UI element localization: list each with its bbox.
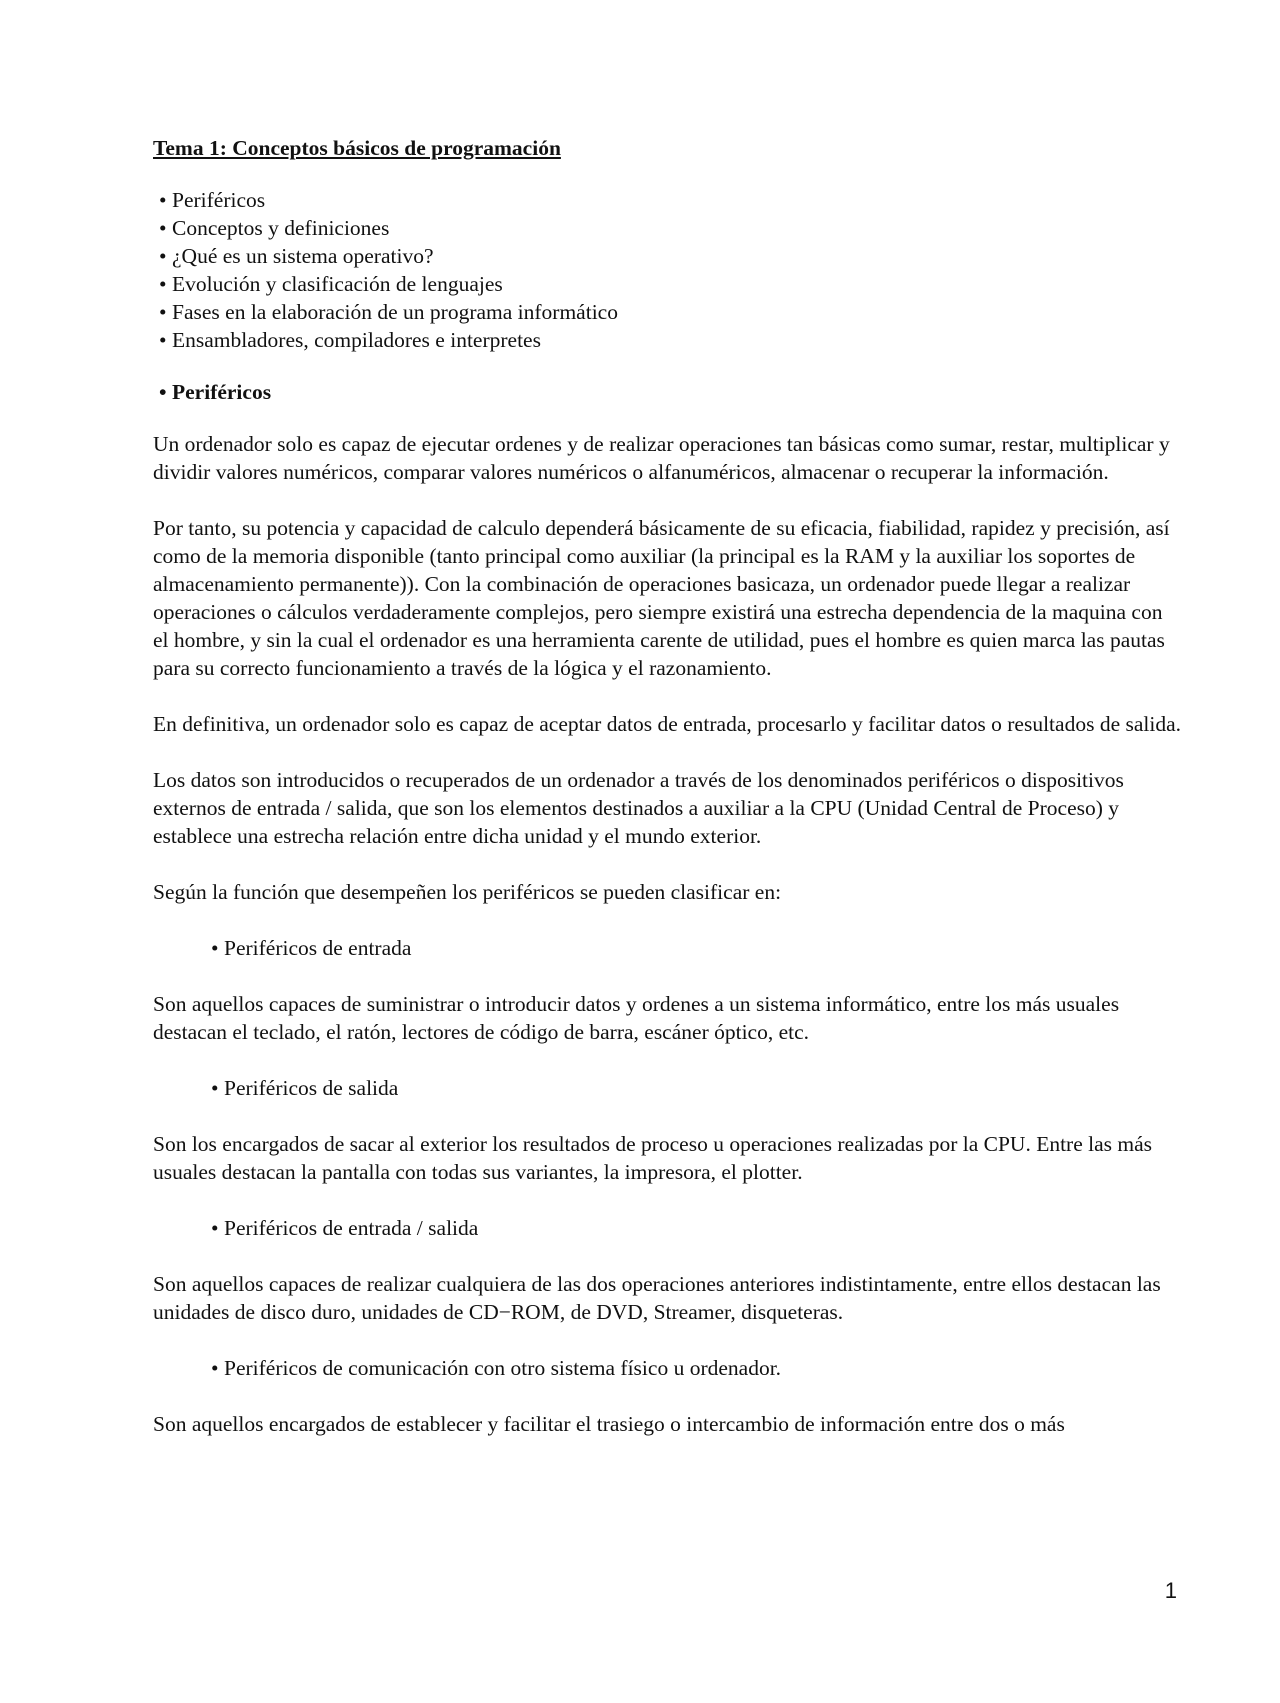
bullet-icon: •	[159, 328, 167, 352]
paragraph: En definitiva, un ordenador solo es capaz de aceptar datos de entrada, procesarlo y facilitar datos o resultados de salida.	[153, 712, 1182, 736]
sub-item-paragraph: Son aquellos capaces de realizar cualquiera de las dos operaciones anteriores indistintamente, entre ellos destacan las unidades de disco duro, unidades de CD−ROM, de DVD, Streamer, disqueteras.	[153, 1272, 1161, 1324]
paragraph: Por tanto, su potencia y capacidad de calculo dependerá básicamente de su eficacia, fiabilidad, rapidez y precisión, así como de la memoria disponible (tanto principal como auxiliar (la principal es la RAM y la auxiliar los soportes de almacenamiento permanente)). Con la combinación de operaciones basicaza, un ordenador puede llegar a realizar operaciones o cálculos verdaderamente complejos, pero siempre existirá una estrecha dependencia de la maquina con el hombre, y sin la cual el ordenador es una herramienta carente de utilidad, pues el hombre es quien marca las pautas para su correcto funcionamiento a través de la lógica y el razonamiento.	[153, 516, 1170, 680]
paragraph: Los datos son introducidos o recuperados de un ordenador a través de los denominados periféricos o dispositivos externos de entrada / salida, que son los elementos destinados a auxiliar a la CPU (Unidad Central de Proceso) y establece una estrecha relación entre dicha unidad y el mundo exterior.	[153, 768, 1124, 848]
sub-item-label: Periféricos de entrada	[224, 936, 412, 960]
sub-item-paragraph: Son aquellos capaces de suministrar o introducir datos y ordenes a un sistema informático, entre los más usuales destacan el teclado, el ratón, lectores de código de barra, escáner óptico, etc.	[153, 992, 1120, 1044]
toc-item	[159, 242, 1183, 270]
bullet-icon: •	[159, 188, 167, 212]
bullet-icon: •	[159, 272, 167, 296]
page-number: 1	[1164, 1578, 1177, 1603]
toc-item-label: Evolución y clasificación de lenguajes	[172, 272, 503, 296]
bullet-icon: •	[159, 244, 167, 268]
bullet-icon: •	[159, 380, 167, 404]
bullet-icon: •	[159, 300, 167, 324]
sub-item-heading	[153, 934, 1183, 962]
toc-item-label: Ensambladores, compiladores e interpretes	[172, 328, 541, 352]
table-of-contents	[153, 186, 1183, 354]
sub-item-heading	[153, 1354, 1183, 1382]
toc-item	[159, 186, 1183, 214]
sub-item-paragraph: Son los encargados de sacar al exterior los resultados de proceso u operaciones realizadas por la CPU. Entre las más usuales destacan la pantalla con todas sus variantes, la impresora, el plotter.	[153, 1132, 1153, 1184]
toc-item	[159, 298, 1183, 326]
page-title: Tema 1: Conceptos básicos de programación	[153, 136, 561, 160]
paragraph: Un ordenador solo es capaz de ejecutar ordenes y de realizar operaciones tan básicas como sumar, restar, multiplicar y dividir valores numéricos, comparar valores numéricos o alfanuméricos, almacenar o recuperar la información.	[153, 432, 1170, 484]
page-content	[153, 134, 1183, 1438]
toc-item-label: Conceptos y definiciones	[172, 216, 390, 240]
toc-item-label: Fases en la elaboración de un programa informático	[172, 300, 618, 324]
paragraph: Según la función que desempeñen los periféricos se pueden clasificar en:	[153, 880, 782, 904]
sub-item-label: Periféricos de comunicación con otro sistema físico u ordenador.	[224, 1356, 782, 1380]
toc-item	[159, 326, 1183, 354]
sub-item-paragraph: Son aquellos encargados de establecer y facilitar el trasiego o intercambio de información entre dos o más	[153, 1412, 1065, 1436]
toc-item	[159, 214, 1183, 242]
section-heading-label: Periféricos	[172, 380, 272, 404]
bullet-icon: •	[211, 936, 219, 960]
toc-item	[159, 270, 1183, 298]
section-heading	[153, 378, 1183, 406]
bullet-icon: •	[211, 1216, 219, 1240]
sub-item-heading	[153, 1214, 1183, 1242]
bullet-icon: •	[211, 1356, 219, 1380]
bullet-icon: •	[159, 216, 167, 240]
sub-item-heading	[153, 1074, 1183, 1102]
sub-item-label: Periféricos de salida	[224, 1076, 399, 1100]
sub-item-label: Periféricos de entrada / salida	[224, 1216, 479, 1240]
bullet-icon: •	[211, 1076, 219, 1100]
toc-item-label: ¿Qué es un sistema operativo?	[172, 244, 434, 268]
toc-item-label: Periféricos	[172, 188, 266, 212]
